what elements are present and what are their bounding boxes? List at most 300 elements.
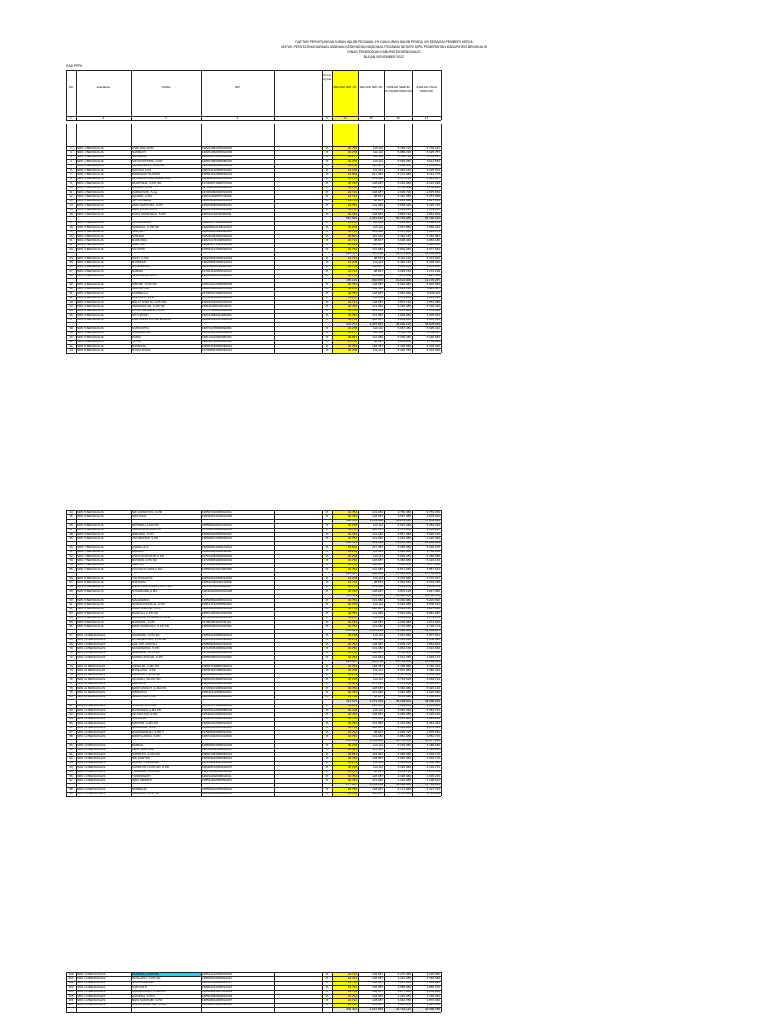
row-no: 88	[69, 734, 73, 738]
row-selisih-4: 113.111	[372, 638, 383, 642]
row-selisih-1: 32.278	[347, 761, 357, 765]
row-nip: 198902272008012007	[202, 985, 233, 989]
row-gol: IX	[325, 528, 329, 532]
row-jumlah-wajib: 3.752.080	[397, 186, 411, 190]
row-jumlah-dibayar: 3.220.030	[426, 536, 440, 540]
row-gol: IX	[325, 309, 329, 313]
row-gol: IX	[325, 532, 329, 536]
row-selisih-4: 98.847	[373, 730, 383, 734]
grid-line	[66, 70, 67, 120]
row-no: 46	[69, 523, 73, 527]
row-nip: 197009082008012003	[202, 190, 233, 194]
row-no: 36	[69, 313, 73, 317]
row-no: 3	[70, 155, 72, 159]
row-selisih-1: 32.277	[347, 331, 357, 335]
row-jumlah-wajib: 5.102.180	[397, 616, 411, 620]
row-no: 13	[69, 199, 73, 203]
row-name: ERNITLLIMNA, S.PD	[132, 734, 161, 738]
row-selisih-1: 32.278	[347, 708, 357, 712]
row-selisih-4: 113.111	[372, 576, 383, 580]
row-nip: 198001012008012007	[202, 721, 233, 725]
row-jumlah-dibayar: 5.025.210	[426, 712, 440, 716]
row-gol: IX	[325, 510, 329, 514]
row-jumlah-dibayar: 5.451.440	[426, 721, 440, 725]
row-jumlah-wajib: 5.225.580	[397, 743, 411, 747]
row-jumlah-wajib: 5.252.080	[397, 181, 411, 185]
grid-line	[332, 510, 333, 796]
row-no: 37	[69, 318, 73, 322]
row-gol: IX	[325, 558, 329, 562]
row-gol: IX	[325, 985, 329, 989]
row-selisih-1: 24.712	[347, 256, 357, 260]
row-gol: IX	[325, 567, 329, 571]
row-nip: 198202212008082004	[202, 708, 233, 712]
row-no: 51	[69, 550, 73, 554]
row-nip: 198408192009022007	[202, 765, 233, 769]
row-name: SAFNIZAL	[132, 580, 147, 584]
row-jumlah-wajib: 3.962.080	[397, 291, 411, 295]
sheet-label: GAJI PPPK	[66, 64, 83, 68]
grid-line	[66, 510, 67, 796]
row-jumlah-dibayar: 4.336.088	[426, 528, 440, 532]
row-nip: 197907171998062001	[202, 704, 233, 708]
row-jumlah-wajib: 3.211.080	[397, 695, 411, 699]
row-selisih-1: 32.752	[347, 589, 357, 593]
row-no: 66	[69, 624, 73, 628]
row-selisih-1: 32.752	[347, 164, 357, 168]
row-no: 42	[69, 344, 73, 348]
row-nip: 198208081999012001	[202, 260, 233, 264]
row-selisih-4: 113.111	[372, 331, 383, 335]
row-gol: IX	[325, 340, 329, 344]
row-name: FAUZIAH ,SD.PD,SD	[132, 677, 161, 681]
row-selisih-4: 503.362	[372, 541, 383, 545]
row-name: ANDRIANI AR, S.PD.SD	[132, 304, 165, 308]
row-selisih-4: 113.111	[372, 221, 383, 225]
row-nip: 198601081998062001	[202, 752, 233, 756]
row-no: 71	[69, 651, 73, 655]
row-jumlah-wajib: 5.195.030	[397, 638, 411, 642]
row-jumlah-dibayar: 5.112.175	[426, 172, 440, 176]
row-selisih-4: 131.082	[372, 598, 383, 602]
row-no: 59	[69, 589, 73, 593]
row-selisih-4: 225.067	[372, 1003, 383, 1007]
row-school: SDN 1 BENGKALIS	[77, 177, 104, 181]
row-selisih-4: 128.087	[372, 998, 383, 1002]
row-nip: 198502019998012002	[202, 677, 233, 681]
row-jumlah-wajib: 5.507.280	[397, 523, 411, 527]
row-selisih-4: 98.847	[373, 580, 383, 584]
row-no: 55	[69, 567, 73, 571]
row-school: SDN 11 BENGKALIS	[77, 690, 106, 694]
row-selisih-1: 32.752	[347, 282, 357, 286]
row-jumlah-dibayar: 5.495.207	[426, 177, 440, 181]
row-name: ERIN SUPRIANA, S.PD,SD	[132, 624, 170, 628]
row-selisih-4: 128.087	[372, 607, 383, 611]
row-jumlah-wajib: 5.382.150	[397, 260, 411, 264]
row-nip: 198605292008012011	[202, 532, 232, 536]
row-gol: IX	[325, 230, 329, 234]
row-nip: 198111212008062002	[202, 690, 232, 694]
grid-line	[441, 972, 442, 1012]
row-jumlah-dibayar: 5.192.172	[426, 221, 440, 225]
row-no: 78	[69, 686, 73, 690]
row-nip: 198509021997081001	[202, 990, 233, 994]
row-name: FARIZELLA	[132, 291, 148, 295]
row-name: ROSLAINY, S.PD,SD	[132, 976, 161, 980]
row-gol: IX	[325, 624, 329, 628]
row-selisih-1: 32.752	[347, 309, 357, 313]
row-selisih-1: 32.752	[347, 536, 357, 540]
row-selisih-4: 131.082	[372, 585, 383, 589]
row-jumlah-wajib: 27.924.000	[395, 572, 411, 576]
row-school: SDN 12 BENGKALIS	[77, 717, 106, 721]
row-gol: IX	[325, 282, 329, 286]
row-jumlah-dibayar: 3.865.016	[426, 318, 440, 322]
row-gol: IX	[325, 523, 329, 527]
row-jumlah-wajib: 5.549.080	[397, 282, 411, 286]
row-no: 48	[69, 532, 73, 536]
row-jumlah-dibayar: 5.257.088	[426, 194, 440, 198]
row-name: ANDYANSA PUTRA WINATA	[132, 318, 172, 322]
grid-line	[274, 70, 275, 120]
row-no: 33	[69, 300, 73, 304]
row-name: SYAKIR, S.PD.SD	[132, 704, 157, 708]
row-selisih-1: 24.712	[347, 981, 357, 985]
row-gol: IX	[325, 550, 329, 554]
row-selisih-4: 247.381	[372, 682, 383, 686]
row-school: SDN 5 BENGKALIS	[77, 344, 104, 348]
row-name: SURYANTI	[132, 985, 147, 989]
row-school: SDN 5 BENGKALIS	[77, 335, 104, 339]
row-jumlah-wajib: 5.549.080	[397, 602, 411, 606]
row-name: ROSMAWIYAH, S.PD,SD	[132, 638, 167, 642]
row-jumlah-wajib: 3.801.280	[397, 340, 411, 344]
row-nip: 198602072008012005	[202, 1003, 233, 1007]
row-jumlah-wajib: 5.867.080	[397, 532, 411, 536]
row-school: SDN 4 BENGKALIS	[77, 309, 104, 313]
row-no: 18	[69, 225, 73, 229]
row-school: SDN 4 BENGKALIS	[77, 318, 104, 322]
row-selisih-1: 32.752	[347, 655, 357, 659]
row-nip: 198605282011022002	[202, 624, 232, 628]
row-school: SDN 3 BENGKALIS	[77, 256, 104, 260]
row-jumlah-wajib: 5.335.280	[397, 335, 411, 339]
row-selisih-1: 32.752	[347, 712, 357, 716]
row-jumlah-dibayar: 2.875.652	[426, 190, 440, 194]
grid-line	[332, 124, 333, 353]
row-jumlah-dibayar: 3.935.626	[426, 514, 440, 518]
row-gol: IX	[325, 677, 329, 681]
grid-line	[131, 70, 132, 120]
row-selisih-4: 128.087	[372, 181, 383, 185]
row-jumlah-dibayar: 3.864.730	[426, 734, 440, 738]
row-nip: 198809111998062001	[202, 748, 232, 752]
row-nip: 198508022008012007	[202, 998, 233, 1002]
row-selisih-1: 32.278	[347, 348, 357, 352]
row-school: SDN 12 BENGKALIS	[77, 712, 106, 716]
row-no: 104	[68, 990, 74, 994]
row-jumlah-wajib: 5.260.080	[397, 164, 411, 168]
row-nip: 198612122008012002	[202, 972, 233, 976]
row-school: SDN 6 BENGKALIS	[77, 536, 104, 540]
row-selisih-1: 587.906	[346, 216, 357, 220]
grid-line	[322, 124, 323, 353]
row-jumlah-dibayar: 5.011.552	[426, 159, 440, 163]
row-jumlah-wajib: 3.244.080	[397, 536, 411, 540]
row-nip: 198507032008012011	[202, 510, 232, 514]
row-nip: 198101132008052002	[202, 602, 232, 606]
row-selisih-4: 128.087	[372, 972, 383, 976]
row-jumlah-wajib: 3.962.080	[397, 690, 411, 694]
row-jumlah-dibayar: 5.352.087	[426, 234, 440, 238]
row-school: SDN 2 BENGKALIS	[77, 230, 104, 234]
row-selisih-1: 300.504	[346, 519, 357, 523]
row-name: NURAMAH, S.PD	[132, 726, 156, 730]
row-selisih-1: 32.752	[347, 563, 357, 567]
row-jumlah-dibayar: 5.213.620	[426, 348, 440, 352]
row-school: SDN 7 BENGKALIS	[77, 567, 104, 571]
row-no: 72	[69, 655, 73, 659]
row-selisih-1: 32.752	[347, 787, 357, 791]
row-selisih-4: 128.087	[372, 514, 383, 518]
row-school: SDN 1 BENGKALIS	[77, 181, 104, 185]
row-jumlah-wajib: 3.865.130	[397, 212, 411, 216]
row-selisih-4: 98.847	[373, 238, 383, 242]
row-school: SDN 9 BENGKALIS	[77, 602, 104, 606]
row-jumlah-dibayar: 37.965.142	[424, 519, 440, 523]
row-name: ARMAYATI ,S.PD,SD	[132, 673, 161, 677]
row-name: ROLAS WAHYUDI ,A.MA	[132, 1003, 167, 1007]
row-name: RAMDANI	[132, 344, 146, 348]
row-selisih-1: 32.278	[347, 550, 357, 554]
row-selisih-1: 28.831	[347, 234, 357, 238]
grid-line	[358, 972, 359, 1012]
row-jumlah-dibayar: 5.184.022	[426, 981, 440, 985]
row-jumlah-dibayar: 38.625.526	[424, 322, 440, 326]
row-school: SDN 10 BENGKALIS	[77, 633, 106, 637]
row-name: ROSLIANA, S.PD	[132, 668, 156, 672]
row-selisih-1: 24.712	[347, 580, 357, 584]
row-nip: 198106222008012022	[202, 607, 233, 611]
row-selisih-4: 128.087	[372, 985, 383, 989]
row-jumlah-wajib: 56.753.080	[395, 216, 411, 220]
row-nip: 198311212011082001	[202, 212, 232, 216]
row-no: 47	[69, 528, 73, 532]
row-selisih-4: 128.087	[372, 726, 383, 730]
row-name: NURAZAL, S.PD	[132, 620, 155, 624]
row-selisih-1: 32.752	[347, 585, 357, 589]
row-jumlah-dibayar: 3.272.198	[426, 269, 440, 273]
row-gol: IX	[325, 545, 329, 549]
row-jumlah-dibayar: 3.857.524	[426, 567, 440, 571]
row-selisih-1: 24.712	[347, 994, 357, 998]
row-selisih-4: 113.111	[372, 633, 383, 637]
row-name: SRI HARYATI	[132, 756, 151, 760]
row-no: 28	[69, 274, 73, 278]
row-selisih-4: 128.087	[372, 589, 383, 593]
row-no: 29	[69, 282, 73, 286]
row-jumlah-wajib: 4.089.080	[397, 726, 411, 730]
row-jumlah-dibayar: 5.852.080	[426, 990, 440, 994]
row-gol: IX	[325, 1003, 329, 1007]
row-jumlah-dibayar: 5.265.166	[426, 164, 440, 168]
row-selisih-1: 32.752	[347, 607, 357, 611]
row-school: SDN 12 BENGKALIS	[77, 708, 106, 712]
column-number: 17	[424, 115, 429, 120]
row-no: 19	[69, 230, 73, 234]
row-name: MARDIYAH, S.PD	[132, 695, 157, 699]
row-nip: 198902022021021001	[202, 318, 233, 322]
row-school: SDN 14 BENGKALIS	[77, 994, 106, 998]
row-gol: IX	[325, 774, 329, 778]
row-name: ASRIYANA,AR, S.PD	[132, 607, 161, 611]
row-name: DEWI MARYANI	[132, 748, 155, 752]
row-jumlah-dibayar: 5.653.722	[426, 708, 440, 712]
row-jumlah-dibayar: 4.960.022	[426, 761, 440, 765]
row-nip: 198701122008012002	[202, 168, 232, 172]
row-selisih-1: 24.712	[347, 730, 357, 734]
grid-line	[201, 124, 202, 353]
row-gol: IX	[325, 721, 329, 725]
row-nip: 198711182007011008	[202, 194, 232, 198]
row-selisih-4: 113.111	[372, 326, 383, 330]
row-name: SAMSIATI	[132, 150, 146, 154]
row-selisih-1: 32.752	[347, 734, 357, 738]
row-selisih-4: 128.087	[372, 756, 383, 760]
grid-line	[322, 510, 323, 796]
row-jumlah-wajib: 5.260.080	[397, 598, 411, 602]
row-no: 96	[69, 774, 73, 778]
row-name: WESTINAH JOHAN,S.PD,SD	[132, 585, 172, 589]
row-selisih-4: 113.111	[372, 155, 383, 159]
row-jumlah-dibayar: 5.577.660	[426, 247, 440, 251]
row-school: SDN 11 BENGKALIS	[77, 664, 106, 668]
row-jumlah-dibayar: 3.639.170	[426, 752, 440, 756]
row-nip: 198305172006042002	[202, 155, 233, 159]
row-selisih-1: 32.752	[347, 620, 357, 624]
row-no: 83	[69, 712, 73, 716]
row-selisih-4: 113.111	[372, 677, 383, 681]
row-selisih-4: 115.322	[372, 234, 383, 238]
row-selisih-1: 32.752	[347, 532, 357, 536]
row-gol: IX	[325, 651, 329, 655]
row-jumlah-wajib: 3.908.460	[397, 238, 411, 242]
row-selisih-4: 128.087	[372, 318, 383, 322]
row-jumlah-dibayar: 5.925.117	[426, 287, 440, 291]
grid-line	[384, 972, 385, 1012]
row-name: MARDHATI SUMANI	[132, 172, 160, 176]
row-jumlah-dibayar: 5.827.080	[426, 274, 440, 278]
row-selisih-4: 115.322	[372, 748, 383, 752]
row-selisih-4: 131.082	[372, 778, 383, 782]
row-school: SDN 1 BENGKALIS	[77, 146, 104, 150]
row-selisih-4: 113.111	[372, 761, 383, 765]
row-name: ANITA SURYANTI,S.PD	[132, 554, 165, 558]
row-selisih-1: 32.752	[347, 774, 357, 778]
row-jumlah-dibayar: 5.468.068	[426, 554, 440, 558]
row-school: SDN 1 BENGKALIS	[77, 155, 104, 159]
row-name: ERDIYANINGT ,A.MA.PD	[132, 686, 167, 690]
row-name: SUPRAPITA	[132, 326, 149, 330]
row-selisih-4: 131.082	[372, 510, 383, 514]
row-selisih-1: 24.712	[347, 269, 357, 273]
row-selisih-1: 24.712	[347, 340, 357, 344]
row-gol: IX	[325, 344, 329, 348]
row-school: SDN 4 BENGKALIS	[77, 291, 104, 295]
row-jumlah-dibayar: 5.925.757	[426, 150, 440, 154]
row-gol: IX	[325, 168, 329, 172]
row-nip: 198102011998042001	[202, 230, 232, 234]
row-name: RANTAU ALIS	[132, 168, 152, 172]
row-gol: IX	[325, 585, 329, 589]
row-school: SDN 13 BENGKALIS	[77, 770, 106, 774]
row-school: SDN 1 BENGKALIS	[77, 159, 104, 163]
row-name: NURBAHA	[132, 787, 147, 791]
row-no: 8	[70, 177, 72, 181]
row-selisih-4: 128.087	[372, 300, 383, 304]
row-name: FATIRI SUMARDI, S.PD	[132, 309, 165, 313]
grid-line	[274, 972, 275, 1012]
row-name: NURSYAHIDAH	[132, 981, 154, 985]
row-jumlah-wajib: 3.881.080	[397, 734, 411, 738]
row-gol: IX	[325, 576, 329, 580]
row-selisih-1: 32.278	[347, 633, 357, 637]
row-selisih-1: 32.277	[347, 155, 357, 159]
row-gol: IX	[325, 269, 329, 273]
row-gol: IX	[325, 265, 329, 269]
row-no: 52	[69, 554, 73, 558]
row-jumlah-wajib: 3.957.080	[397, 514, 411, 518]
row-school: SDN 14 BENGKALIS	[77, 972, 106, 976]
row-name: ASMAH,S.S	[132, 545, 149, 549]
row-name: MURSINI ,A.MA.PD	[132, 972, 159, 976]
row-no: 24	[69, 256, 73, 260]
row-selisih-1: 32.278	[347, 168, 357, 172]
row-school: SDN 10 BENGKALIS	[77, 642, 106, 646]
row-name: JULIANSA	[132, 717, 147, 721]
row-selisih-4: 131.082	[372, 690, 383, 694]
row-selisih-1: 24.712	[347, 985, 357, 989]
row-nip: 197909082009022001	[202, 651, 233, 655]
row-school: SDN 5 BENGKALIS	[77, 326, 104, 330]
row-gol: IX	[325, 300, 329, 304]
row-school: SDN 13 BENGKALIS	[77, 765, 106, 769]
row-school: SDN 5 BENGKALIS	[77, 348, 104, 352]
row-jumlah-dibayar: 5.132.272	[426, 765, 440, 769]
row-name: NORAMAYATI	[132, 331, 152, 335]
row-selisih-4: 131.082	[372, 721, 383, 725]
row-selisih-1: 24.712	[347, 300, 357, 304]
row-jumlah-wajib: 31.696.000	[395, 629, 411, 633]
row-selisih-4: 1.627.654	[369, 1007, 383, 1011]
row-jumlah-dibayar: 5.074.640	[426, 256, 440, 260]
row-jumlah-wajib: 5.407.280	[397, 230, 411, 234]
grid-line	[412, 70, 413, 120]
row-selisih-4: 113.111	[372, 743, 383, 747]
row-jumlah-wajib: 5.373.790	[397, 243, 411, 247]
row-school: SDN 3 BENGKALIS	[77, 274, 104, 278]
row-jumlah-dibayar: 3.864.604	[426, 212, 440, 216]
row-jumlah-wajib: 3.876.130	[397, 300, 411, 304]
row-selisih-4: 131.082	[372, 624, 383, 628]
row-jumlah-wajib: 4.913.950	[397, 633, 411, 637]
row-selisih-1: 32.752	[347, 247, 357, 251]
row-gol: IX	[325, 778, 329, 782]
row-no: 22	[69, 243, 73, 247]
row-jumlah-wajib: 5.802.280	[397, 247, 411, 251]
row-jumlah-dibayar: 5.425.740	[426, 203, 440, 207]
